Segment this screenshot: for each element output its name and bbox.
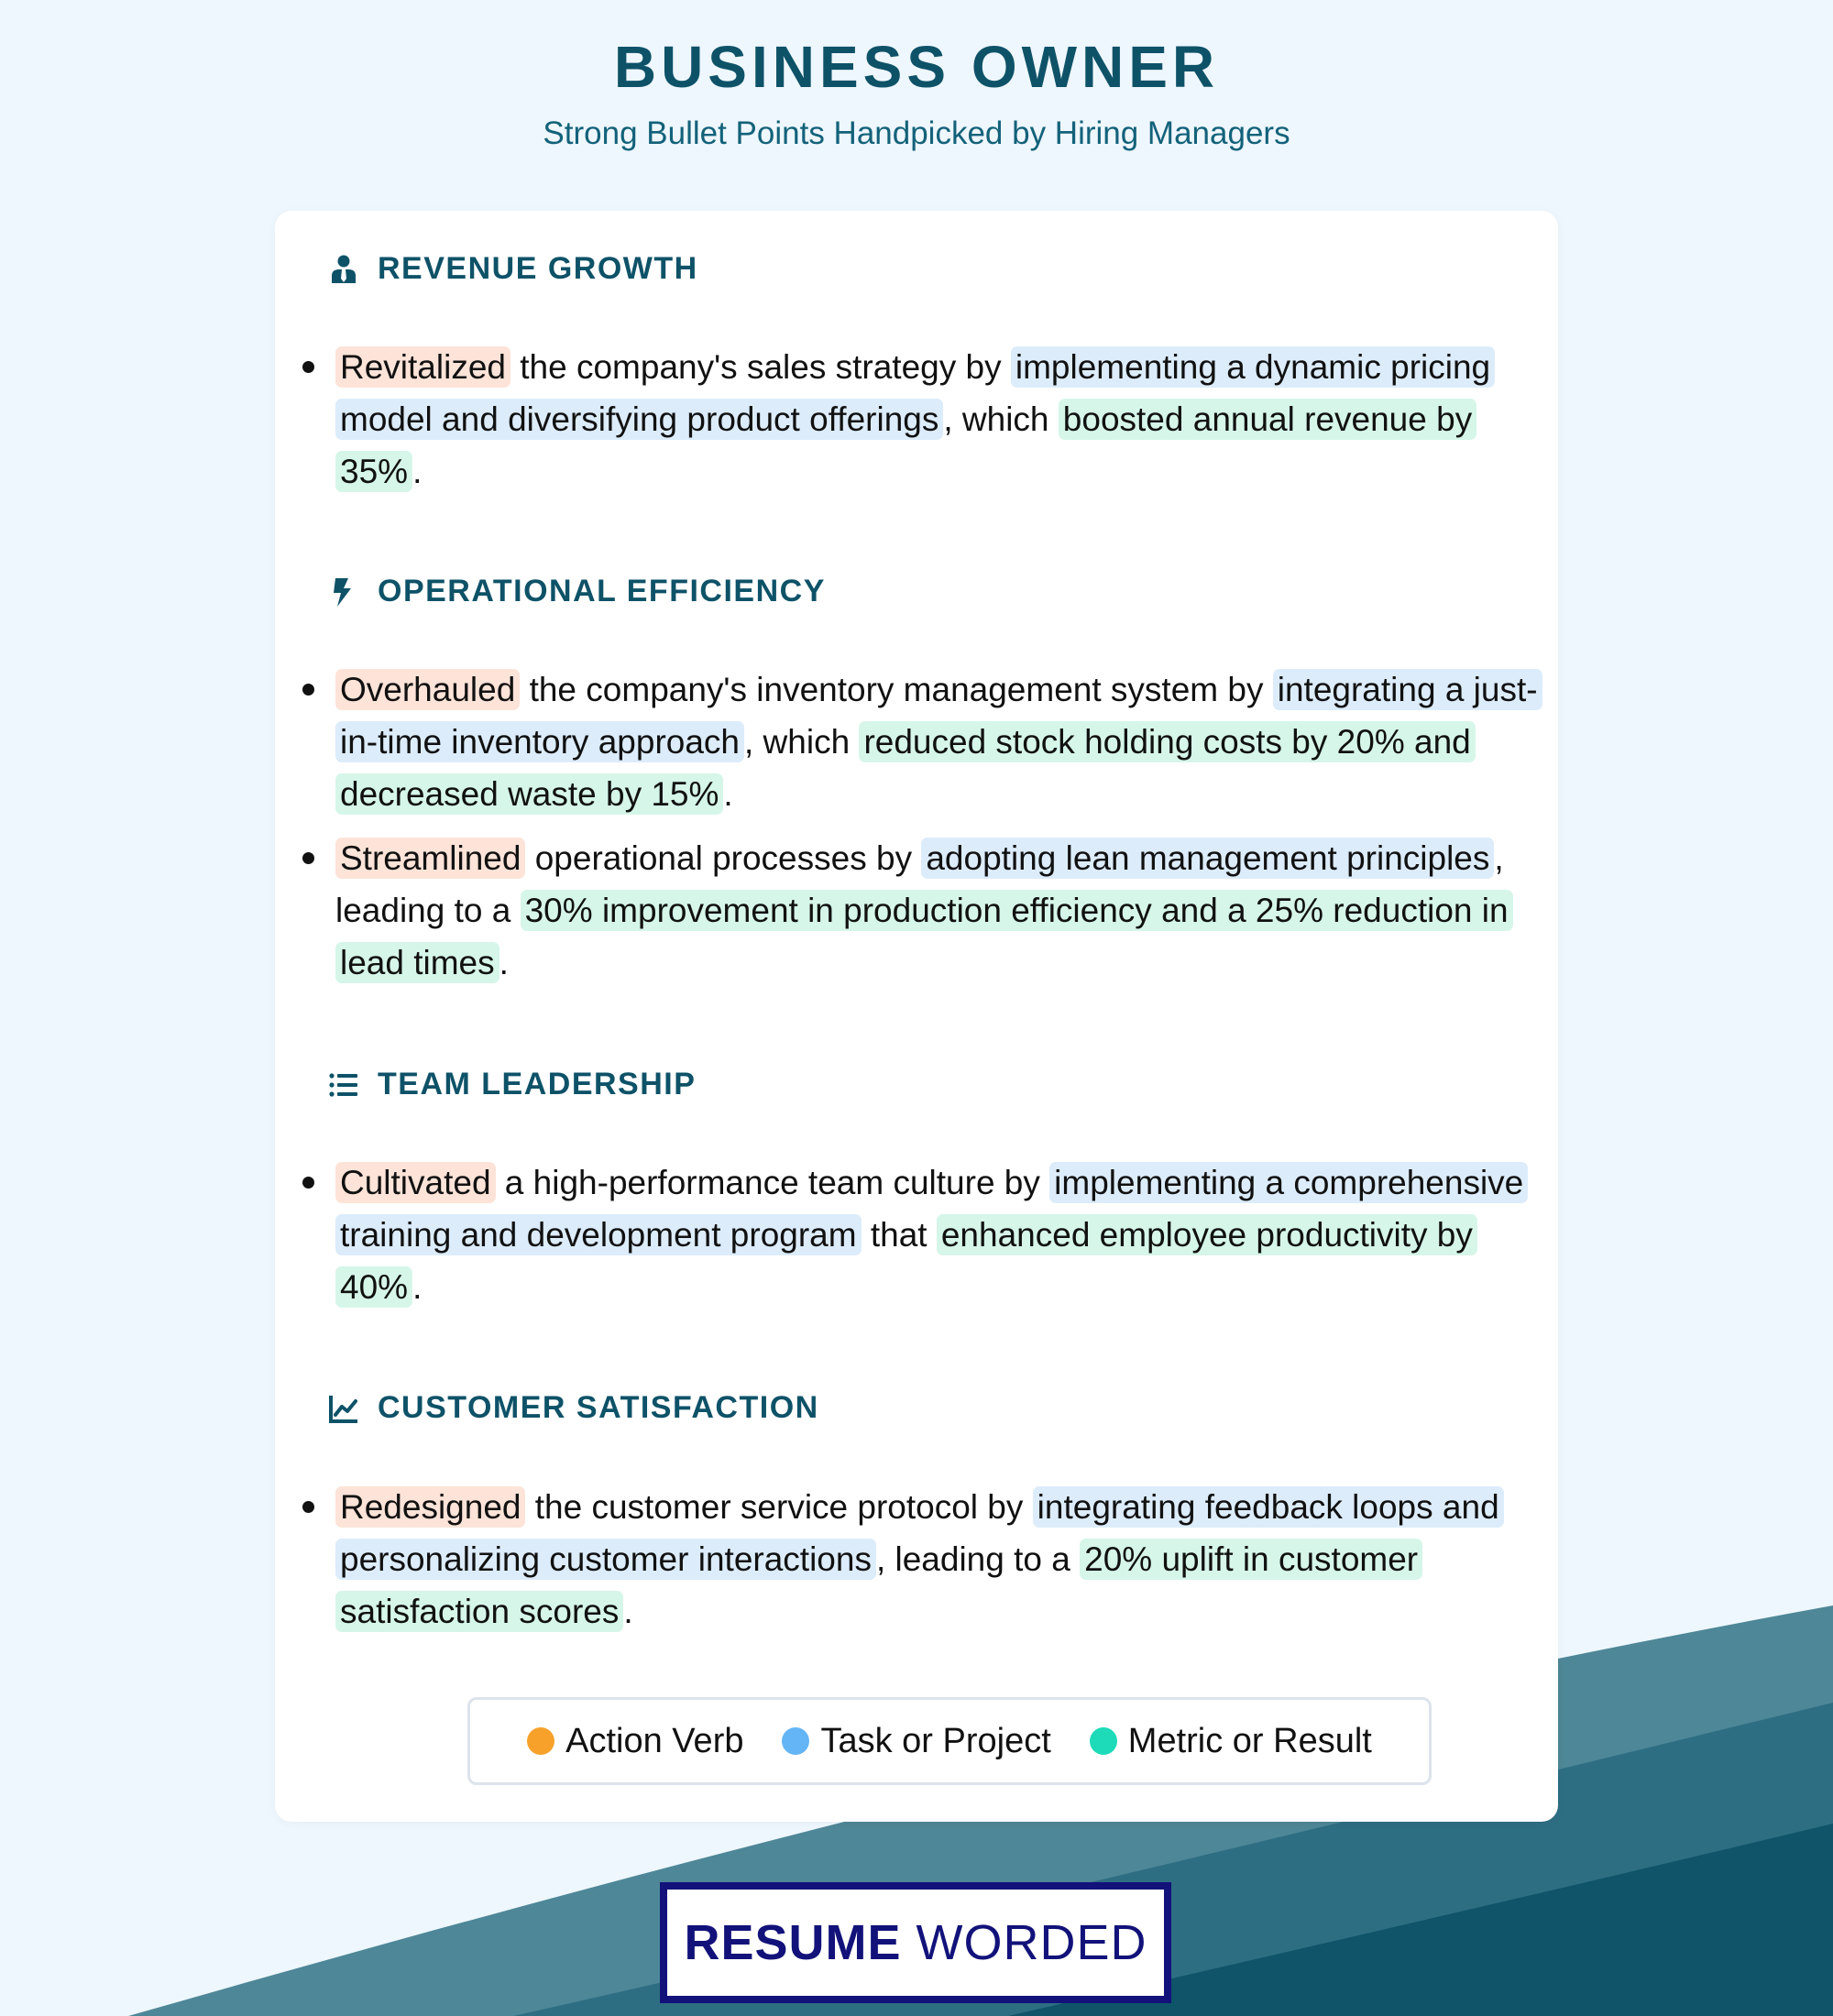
bullet-text: . — [723, 775, 733, 813]
person-tie-icon — [328, 254, 359, 285]
action-verb-highlight: Streamlined — [335, 838, 525, 879]
bullet-text: the customer service protocol by — [525, 1488, 1033, 1526]
teal-dot-icon — [1090, 1727, 1117, 1755]
blue-dot-icon — [782, 1727, 809, 1755]
resume-worded-logo — [660, 1882, 1171, 2003]
section-title: OPERATIONAL EFFICIENCY — [378, 574, 826, 608]
section-title: CUSTOMER SATISFACTION — [378, 1390, 819, 1425]
legend-label: Task or Project — [820, 1721, 1051, 1760]
legend-label: Action Verb — [565, 1721, 744, 1760]
bullet-text: a high-performance team culture by — [495, 1164, 1050, 1201]
action-verb-highlight: Cultivated — [335, 1162, 496, 1203]
page-header — [0, 33, 1833, 152]
task-highlight: integrating a just-in-time inventory approach — [335, 669, 1542, 762]
bullet-text: , which — [943, 400, 1059, 438]
action-verb-highlight: Redesigned — [335, 1486, 525, 1528]
bullet-text: . — [412, 453, 423, 490]
task-highlight: implementing a dynamic pricing model and diversifying product offerings — [335, 346, 1495, 440]
section-header — [328, 574, 826, 609]
metric-highlight: 30% improvement in production efficiency and a 25% reduction in lead times — [335, 890, 1513, 983]
line-chart-icon — [328, 1393, 359, 1424]
section-header — [328, 251, 698, 287]
legend-label: Metric or Result — [1127, 1721, 1372, 1760]
legend-item-task-or-project — [782, 1722, 1050, 1761]
bullet-text: , leading to a — [335, 839, 1504, 929]
legend-item-metric-or-result — [1090, 1722, 1372, 1761]
bullet-dot — [302, 1177, 314, 1189]
section-title: TEAM LEADERSHIP — [378, 1067, 697, 1101]
logo-text — [684, 1914, 1147, 1971]
lightning-bolt-icon — [328, 576, 359, 608]
orange-dot-icon — [527, 1727, 554, 1755]
metric-highlight: boosted annual revenue by 35% — [335, 399, 1476, 492]
bullet-text: . — [623, 1593, 633, 1630]
section-header — [328, 1390, 819, 1426]
action-verb-highlight: Revitalized — [335, 346, 510, 388]
metric-highlight: enhanced employee productivity by 40% — [335, 1214, 1477, 1308]
bullet-list — [302, 341, 1540, 509]
page-title: BUSINESS OWNER — [613, 34, 1220, 100]
bullet-text: the company's sales strategy by — [510, 348, 1011, 386]
bullet-point — [302, 832, 1540, 989]
bullet-list — [302, 663, 1540, 1001]
section-title: REVENUE GROWTH — [378, 251, 698, 286]
bullet-text: the company's inventory management system by — [520, 671, 1273, 708]
bullet-text: that — [861, 1216, 937, 1254]
task-highlight: integrating feedback loops and personalizing customer interactions — [335, 1486, 1504, 1580]
bullet-dot — [302, 684, 314, 696]
task-highlight: adopting lean management principles — [921, 838, 1494, 879]
bullet-point — [302, 663, 1540, 820]
metric-highlight: 20% uplift in customer satisfaction scores — [335, 1539, 1422, 1632]
bullet-list — [302, 1481, 1540, 1649]
list-icon — [328, 1069, 359, 1101]
logo-bold: RESUME — [684, 1915, 902, 1970]
bullet-point — [302, 1156, 1540, 1313]
bullet-points-card — [275, 211, 1558, 1822]
color-legend — [467, 1697, 1432, 1785]
bullet-dot — [302, 852, 314, 864]
legend-item-action-verb — [527, 1722, 743, 1761]
task-highlight: implementing a comprehensive training and development program — [335, 1162, 1528, 1255]
section-header — [328, 1067, 696, 1102]
bullet-text: , which — [744, 723, 860, 761]
bullet-dot — [302, 361, 314, 373]
bullet-text: operational processes by — [525, 839, 922, 877]
bullet-text: . — [499, 944, 509, 981]
bullet-text: , leading to a — [875, 1540, 1081, 1578]
bullet-text: . — [412, 1268, 423, 1306]
logo-light: WORDED — [916, 1915, 1147, 1970]
action-verb-highlight: Overhauled — [335, 669, 520, 710]
bullet-point — [302, 1481, 1540, 1638]
bullet-dot — [302, 1501, 314, 1513]
page-subtitle: Strong Bullet Points Handpicked by Hiring Managers — [543, 115, 1290, 151]
metric-highlight: reduced stock holding costs by 20% and decreased waste by 15% — [335, 721, 1476, 815]
bullet-list — [302, 1156, 1540, 1325]
bullet-point — [302, 341, 1540, 498]
